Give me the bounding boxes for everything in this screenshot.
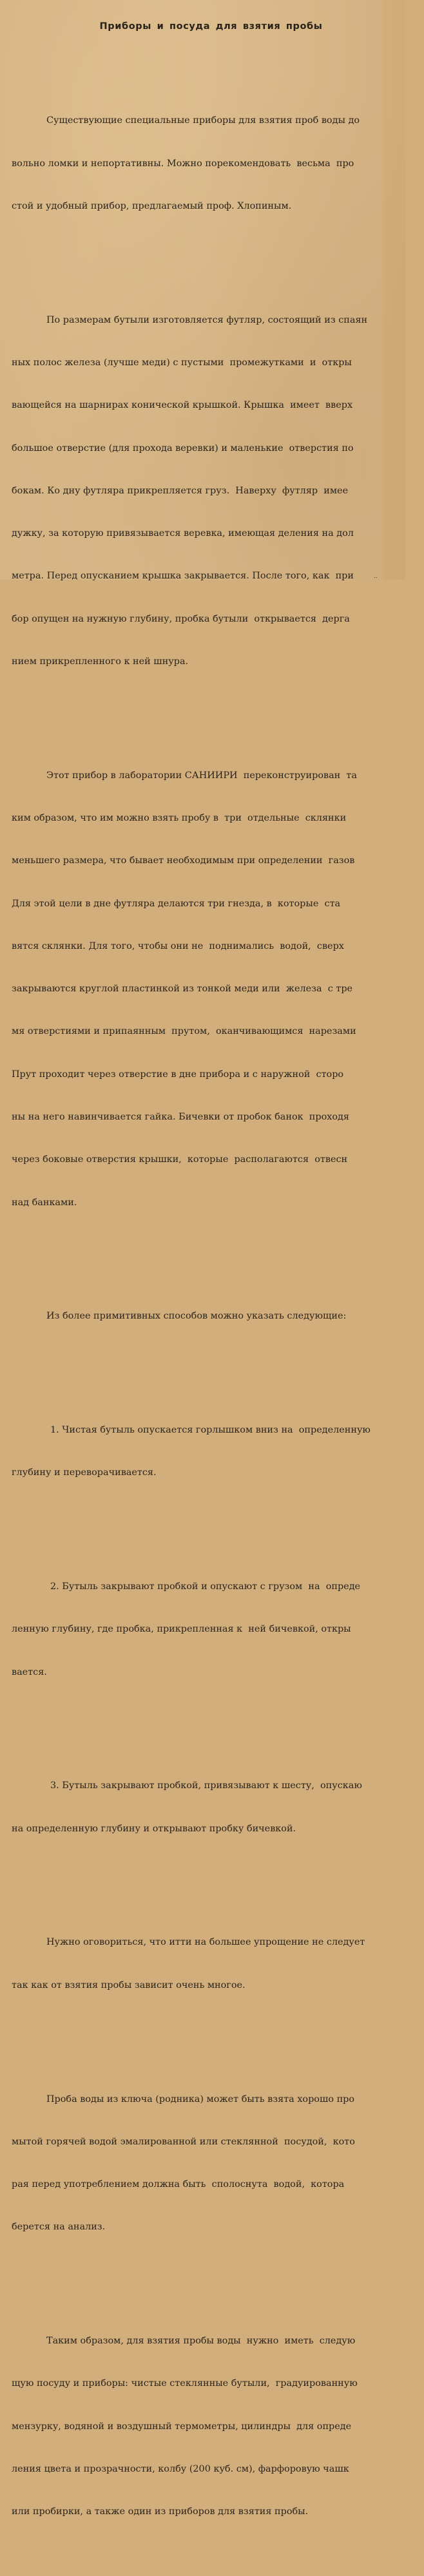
text-line: вающейся на шарнирах конической крышкой. Крышка имеет вверх (12, 400, 353, 411)
paragraph (12, 740, 424, 1238)
text-line: метра. Перед опусканием крышка закрывается. После того, как при (12, 571, 354, 582)
text-line: большое отверстие (для прохода веревки) и маленькие отверстия по (12, 443, 354, 453)
text-line: так как от взятия пробы зависит очень многое. (12, 1980, 246, 1990)
text-line: рая перед употреблением должна быть сполоснута водой, котора (12, 2179, 345, 2190)
paragraph (12, 2305, 424, 2548)
text-line: вятся склянки. Для того, чтобы они не поднимались водой, сверх (12, 940, 344, 951)
text-line: глубину и переворачивается. (12, 1467, 157, 1478)
page-title: Приборы и посуда для взятия пробы (99, 21, 323, 32)
text-line: мя отверстиями и припаянным прутом, оканчивающимся нарезами (12, 1026, 356, 1037)
text-line: закрываются круглой пластинкой из тонкой меди или железа с тре (12, 984, 353, 995)
text-line: или пробирки, а также один из приборов для взятия пробы. (12, 2506, 309, 2517)
text-line: ных полос железа (лучше меди) с пустыми промежутками и откры (12, 358, 352, 368)
text-line: меньшего размера, что бывает необходимым при определении газов (12, 855, 355, 866)
text-line: Из более примитивных способов можно указать следующие: (46, 1311, 347, 1322)
text-line: стой и удобный прибор, предлагаемый проф. Хлопиным. (12, 201, 292, 212)
numbered-item (12, 1750, 424, 1864)
text-line: 2. Бутыль закрывают пробкой и опускают с грузом на опреде (50, 1581, 361, 1592)
text-line: ны на него навинчивается гайка. Бичевки от пробок банок проходя (12, 1112, 349, 1123)
text-line: вается. (12, 1666, 47, 1677)
paragraph (12, 1281, 424, 1351)
paragraph (12, 1907, 424, 2021)
text-line: Этот прибор в лаборатории САНИИРИ переконструирован та (46, 770, 357, 781)
text-line: берется на анализ. (12, 2222, 106, 2233)
text-line: ления цвета и прозрачности, колбу (200 куб. см), фарфоровую чашк (12, 2463, 349, 2474)
text-line: щую посуду и приборы: чистые стеклянные бутыли, градуированную (12, 2378, 358, 2389)
text-line: Существующие специальные приборы для взятия проб воды до (46, 115, 360, 126)
text-line: Для этой цели в дне футляра делаются три гнезда, в которые ста (12, 898, 341, 909)
numbered-item (12, 1551, 424, 1708)
text-line: на определенную глубину и открывают пробку бичевкой. (12, 1823, 296, 1834)
text-line: мензурку, водяной и воздушный термометры, цилиндры для опреде (12, 2421, 352, 2432)
text-line: вольно ломки и непортативны. Можно порекомендовать весьма про (12, 158, 354, 169)
text-line: 1. Чистая бутыль опускается горлышком вниз на определенную (50, 1425, 371, 1436)
text-line: бор опущен на нужную глубину, пробка бутыли открывается дерга (12, 613, 350, 624)
text-line: бокам. Ко дну футляра прикрепляется груз. Наверху футляр имее (12, 485, 349, 496)
text-line: нием прикрепленного к ней шнура. (12, 656, 189, 667)
text-line: По размерам бутыли изготовляется футляр, состоящий из спаян (46, 314, 368, 325)
paragraph (12, 85, 424, 242)
text-line: через боковые отверстия крышки, которые располагаются отвесн (12, 1154, 348, 1165)
text-line: 3. Бутыль закрывают пробкой, привязывают к шесту, опускаю (50, 1780, 362, 1791)
text-line: Таким образом, для взятия пробы воды нужно иметь следую (46, 2336, 356, 2347)
text-line: ленную глубину, где пробка, прикрепленная к ней бичевкой, откры (12, 1624, 351, 1635)
page-mark: .. (374, 573, 378, 580)
text-line: Нужно оговориться, что итти на большее упрощение не следует (46, 1937, 365, 1948)
numbered-item (12, 1395, 424, 1509)
text-line: над банками. (12, 1197, 77, 1208)
text-line: Проба воды из ключа (родника) может быть взята хорошо про (46, 2094, 355, 2104)
document-body (12, 43, 424, 2576)
text-line: дужку, за которую привязывается веревка, имеющая деления на дол (12, 528, 354, 539)
text-line: ким образом, что им можно взять пробу в три отдельные склянки (12, 813, 347, 824)
text-line: Прут проходит через отверстие в дне прибора и с наружной сторо (12, 1069, 344, 1080)
paragraph (12, 2063, 424, 2262)
text-line: мытой горячей водой эмалированной или стеклянной посудой, кото (12, 2136, 355, 2147)
paragraph (12, 285, 424, 698)
